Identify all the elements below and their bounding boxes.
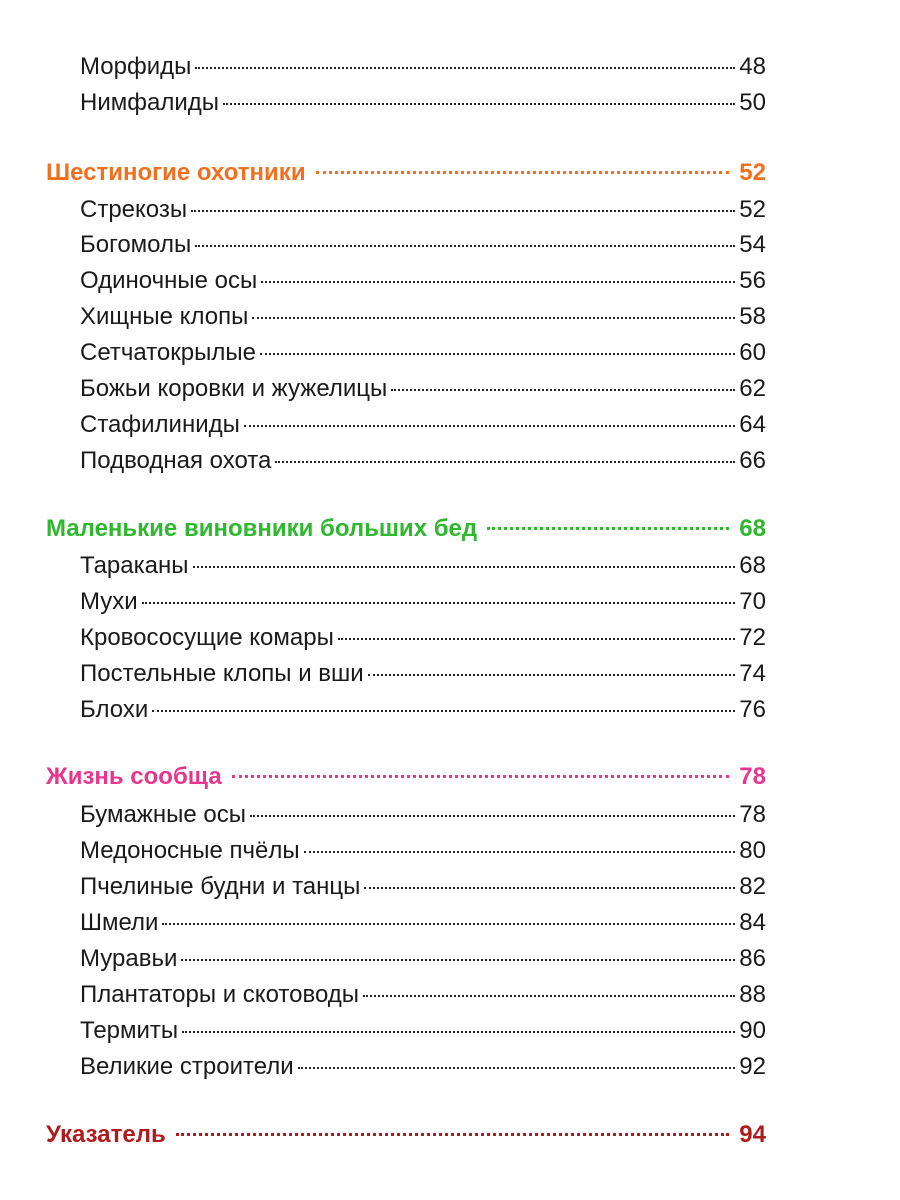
toc-entry[interactable] <box>80 980 766 1010</box>
toc-entry-page: 62 <box>739 375 766 402</box>
toc-entry[interactable] <box>80 1052 766 1082</box>
toc-entry-page: 84 <box>739 909 766 936</box>
toc-entry-title: Божьи коровки и жужелицы <box>80 375 388 402</box>
dot-leader <box>195 245 735 247</box>
toc-entry-title: Нимфалиды <box>80 89 219 116</box>
dot-leader <box>182 1031 735 1033</box>
toc-entry-page: 54 <box>739 231 766 258</box>
toc-entry-morphids[interactable] <box>80 52 766 82</box>
dot-leader <box>223 103 735 105</box>
toc-entry[interactable] <box>80 659 766 689</box>
toc-entry-page: 92 <box>739 1053 766 1080</box>
dot-leader <box>391 389 735 391</box>
toc-entry-title: Сетчатокрылые <box>80 339 256 366</box>
toc-entry-page: 80 <box>739 837 766 864</box>
toc-entry[interactable] <box>80 446 766 476</box>
section-title: Жизнь сообща <box>46 763 222 790</box>
toc-entry[interactable] <box>80 872 766 902</box>
toc-entry-title: Мухи <box>80 588 138 615</box>
toc-entry-title: Стафилиниды <box>80 411 240 438</box>
toc-entry[interactable] <box>80 587 766 617</box>
toc-entry-title: Бумажные осы <box>80 801 246 828</box>
toc-entry[interactable] <box>80 374 766 404</box>
section-page: 78 <box>739 763 766 790</box>
dot-leader <box>364 887 735 889</box>
dot-leader <box>487 527 729 530</box>
section-title: Маленькие виновники больших бед <box>46 515 478 542</box>
toc-entry-page: 66 <box>739 447 766 474</box>
toc-entry-title: Морфиды <box>80 53 192 80</box>
section-heading-index[interactable] <box>46 1120 766 1150</box>
section-title: Шестиногие охотники <box>46 159 306 186</box>
toc-entry-title: Кровососущие комары <box>80 624 334 651</box>
dot-leader <box>260 353 735 355</box>
toc-entry-page: 70 <box>739 588 766 615</box>
toc-entry-page: 68 <box>739 552 766 579</box>
dot-leader <box>363 995 735 997</box>
toc-entry-page: 86 <box>739 945 766 972</box>
toc-entry[interactable] <box>80 800 766 830</box>
toc-entry[interactable] <box>80 230 766 260</box>
toc-entry[interactable] <box>80 695 766 725</box>
toc-entry-title: Стрекозы <box>80 196 188 223</box>
toc-entry-title: Термиты <box>80 1017 179 1044</box>
toc-entry-page: 48 <box>739 53 766 80</box>
toc-entry-page: 82 <box>739 873 766 900</box>
toc-entry[interactable] <box>80 1016 766 1046</box>
dot-leader <box>261 281 735 283</box>
toc-entry[interactable] <box>80 266 766 296</box>
dot-leader <box>298 1067 736 1069</box>
toc-entry-title: Муравьи <box>80 945 178 972</box>
toc-entry[interactable] <box>80 338 766 368</box>
toc-entry-title: Хищные клопы <box>80 303 249 330</box>
section-heading-hunters[interactable] <box>46 158 766 188</box>
dot-leader <box>304 851 736 853</box>
toc-entry-page: 60 <box>739 339 766 366</box>
toc-entry-title: Подводная охота <box>80 447 272 474</box>
dot-leader <box>193 566 736 568</box>
toc-entry[interactable] <box>80 195 766 225</box>
section-page: 94 <box>739 1121 766 1148</box>
toc-entry-title: Великие строители <box>80 1053 294 1080</box>
toc-entry-title: Постельные клопы и вши <box>80 660 364 687</box>
toc-entry[interactable] <box>80 551 766 581</box>
toc-entry[interactable] <box>80 908 766 938</box>
toc-entry[interactable] <box>80 410 766 440</box>
section-page: 52 <box>739 159 766 186</box>
dot-leader <box>252 317 735 319</box>
dot-leader <box>232 775 730 778</box>
toc-entry-page: 64 <box>739 411 766 438</box>
toc-entry-page: 88 <box>739 981 766 1008</box>
section-heading-colonies[interactable] <box>46 762 766 792</box>
toc-entry-nymphalids[interactable] <box>80 88 766 118</box>
toc-entry-title: Пчелиные будни и танцы <box>80 873 361 900</box>
section-heading-pests[interactable] <box>46 514 766 544</box>
section-page: 68 <box>739 515 766 542</box>
toc-entry[interactable] <box>80 836 766 866</box>
toc-entry-title: Одиночные осы <box>80 267 258 294</box>
dot-leader <box>181 959 735 961</box>
toc-entry[interactable] <box>80 944 766 974</box>
toc-entry[interactable] <box>80 302 766 332</box>
dot-leader <box>368 674 736 676</box>
toc-entry-title: Шмели <box>80 909 159 936</box>
toc-entry-title: Медоносные пчёлы <box>80 837 300 864</box>
toc-entry-page: 76 <box>739 696 766 723</box>
section-title: Указатель <box>46 1121 166 1148</box>
toc-entry-title: Богомолы <box>80 231 192 258</box>
dot-leader <box>195 67 735 69</box>
toc-entry-title: Плантаторы и скотоводы <box>80 981 360 1008</box>
toc-entry-page: 72 <box>739 624 766 651</box>
dot-leader <box>162 923 735 925</box>
toc-entry-page: 50 <box>739 89 766 116</box>
toc-entry-page: 90 <box>739 1017 766 1044</box>
dot-leader <box>244 425 735 427</box>
dot-leader <box>142 602 736 604</box>
toc-entry[interactable] <box>80 623 766 653</box>
dot-leader <box>176 1133 730 1136</box>
toc-entry-page: 58 <box>739 303 766 330</box>
dot-leader <box>250 815 735 817</box>
dot-leader <box>316 171 730 174</box>
dot-leader <box>275 461 735 463</box>
toc-entry-title: Тараканы <box>80 552 189 579</box>
toc-entry-page: 52 <box>739 196 766 223</box>
toc-entry-title: Блохи <box>80 696 149 723</box>
dot-leader <box>152 710 735 712</box>
toc-entry-page: 78 <box>739 801 766 828</box>
toc-entry-page: 56 <box>739 267 766 294</box>
dot-leader <box>338 638 735 640</box>
dot-leader <box>191 210 735 212</box>
toc-entry-page: 74 <box>739 660 766 687</box>
